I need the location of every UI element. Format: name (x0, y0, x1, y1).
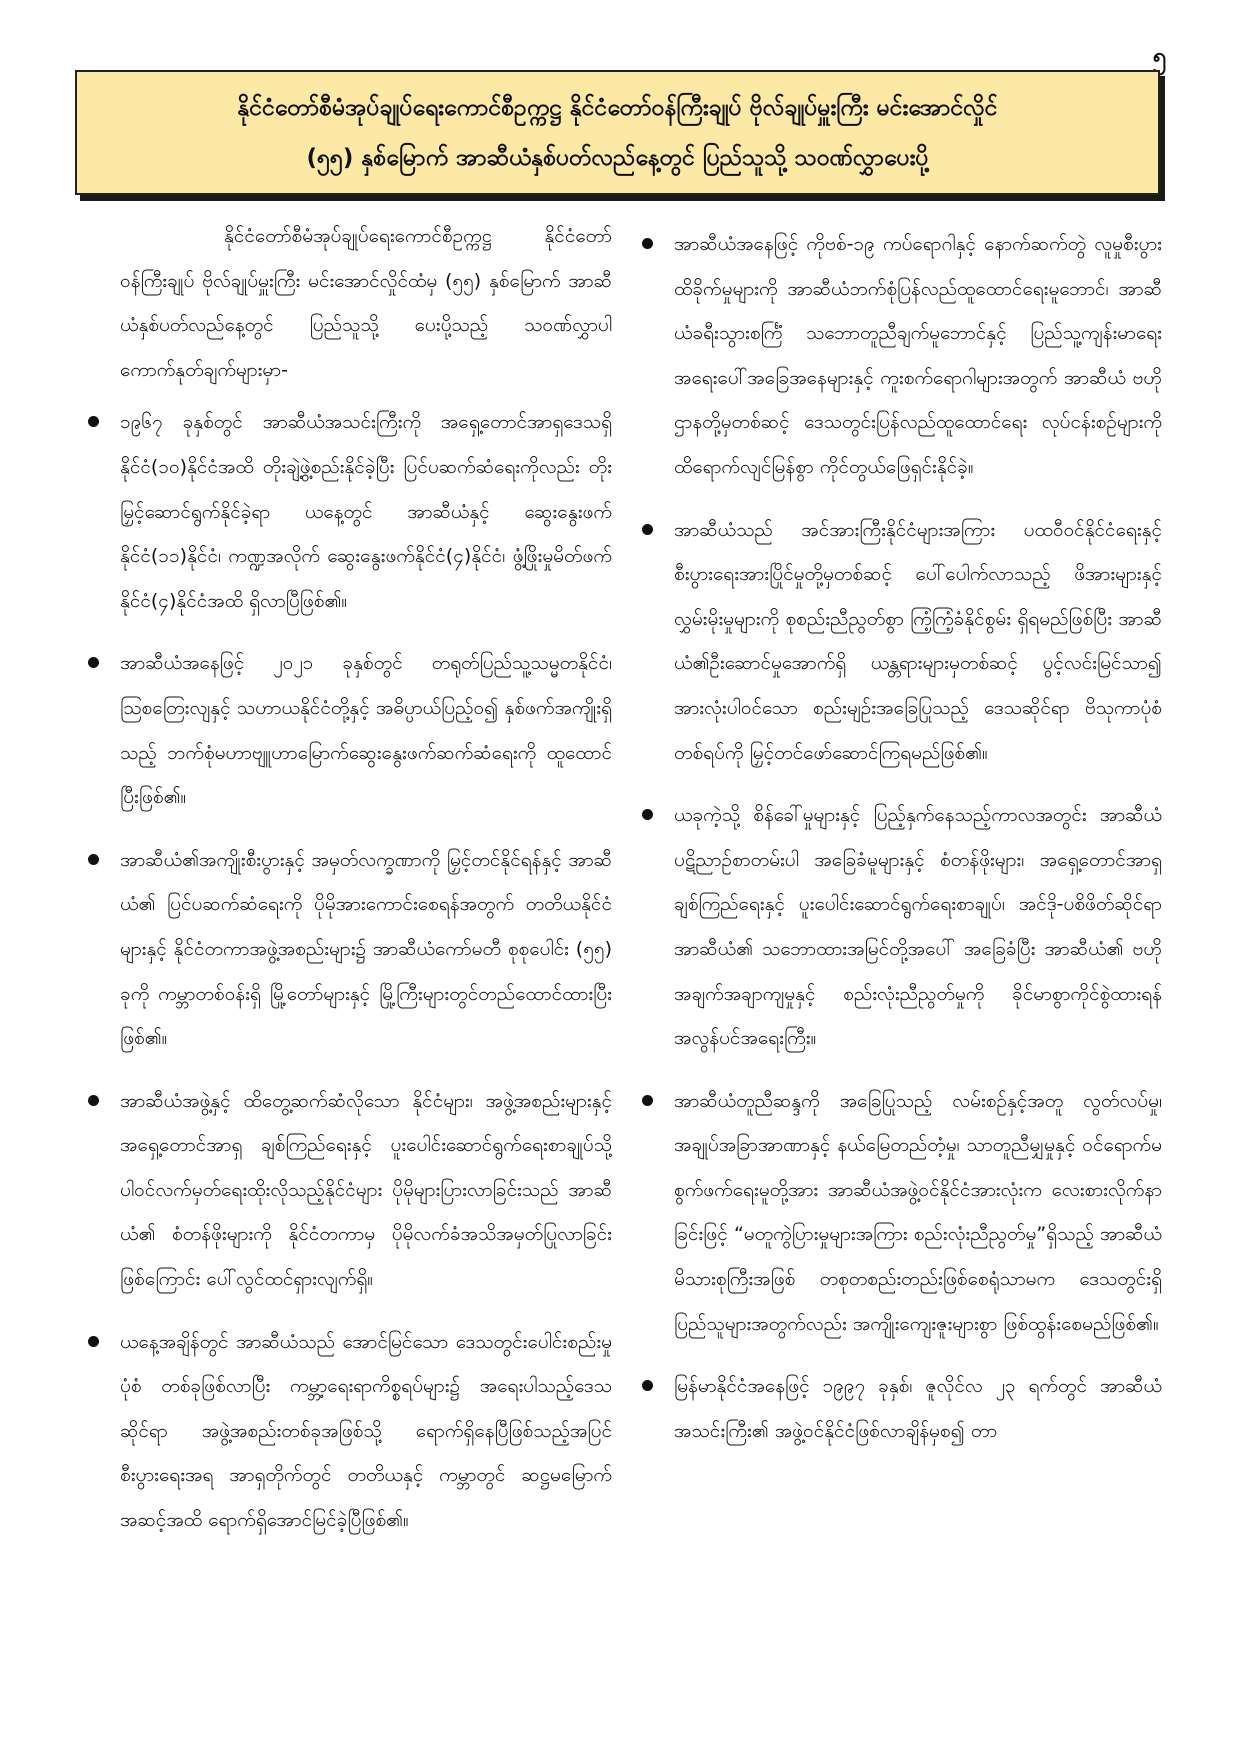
bullet-dot-icon (88, 1336, 99, 1347)
bullet-dot-icon (88, 1095, 99, 1106)
bullet-item (636, 793, 1162, 1061)
bullet-text: အာဆီယံအနေဖြင့် ၂၀၂၁ ခုနှစ်တွင် တရုတ်ပြည်သူ့သမ္မတနိုင်ငံ၊ ဩစတြေးလျနှင့် သဟာယနိုင်ငံတို့နှင့် အဓိပ္ပာယ်ပြည့်ဝ၍ နှစ်ဖက်အကျိုးရှိသည့် ဘက်စုံမဟာဗျူဟာမြောက်ဆွေးနွေးဖက်ဆက်ဆံရေးကို ထူထောင်ပြီးဖြစ်၏။ (120, 652, 612, 809)
bullet-item (82, 838, 612, 1061)
bullet-text: အာဆီယံတူညီဆန္ဒကို အခြေပြုသည့် လမ်းစဉ်နှင့်အတူ လွတ်လပ်မှု၊ အချုပ်အခြာအာဏာနှင့် နယ်မြေတည်တံ့မှု၊ သာတူညီမျှမှုနှင့် ဝင်ရောက်မစွက်ဖက်ရေးမူတို့အား အာဆီယံအဖွဲ့ဝင်နိုင်ငံအားလုံးက လေးစားလိုက်နာခြင်းဖြင့် “မတူကွဲပြားမှုများအကြား စည်းလုံးညီညွတ်မှု”ရှိသည့် အာဆီယံမိသားစုကြီးအဖြစ် တစုတစည်းတည်းဖြစ်စေရုံသာမက ဒေသတွင်းရှိ ပြည်သူများအတွက်လည်း အကျိုးကျေးဇူးများစွာ ဖြစ်ထွန်းစေမည်ဖြစ်၏။ (674, 1089, 1162, 1335)
bullet-dot-icon (642, 809, 653, 820)
bullet-item (82, 1079, 612, 1302)
bullet-text: မြန်မာနိုင်ငံအနေဖြင့် ၁၉၉၇ ခုနှစ်၊ ဇူလိုင်လ ၂၃ ရက်တွင် အာဆီယံအသင်းကြီး၏ အဖွဲ့ဝင်နိုင်ငံဖြစ်လာချိန်မှစ၍ တာ (674, 1375, 1162, 1442)
bullet-dot-icon (642, 1095, 653, 1106)
bullet-item (82, 400, 612, 623)
bullet-dot-icon (642, 1380, 653, 1391)
bullet-text: ၁၉၆၇ ခုနှစ်တွင် အာဆီယံအသင်းကြီးကို အရှေ့တောင်အာရှဒေသရှိ နိုင်ငံ(၁၀)နိုင်ငံအထိ တိုးချဲ့ဖွဲ့စည်းနိုင်ခဲ့ပြီး ပြင်ပဆက်ဆံရေးကိုလည်း တိုးမြှင့်ဆောင်ရွက်နိုင်ခဲ့ရာ ယနေ့တွင် အာဆီယံနှင့် ဆွေးနွေးဖက်နိုင်ငံ(၁၁)နိုင်ငံ၊ ကဏ္ဍအလိုက် ဆွေးနွေးဖက်နိုင်ငံ(၄)နိုင်ငံ၊ ဖွံ့ဖြိုးမှုမိတ်ဖက်နိုင်ငံ(၄)နိုင်ငံအထိ ရှိလာပြီဖြစ်၏။ (120, 411, 612, 612)
bullet-item (636, 1079, 1162, 1347)
bullet-dot-icon (642, 238, 653, 249)
bullet-item (636, 222, 1162, 490)
left-column (120, 214, 612, 1561)
headline-line-1: နိုင်ငံတော်စီမံအုပ်ချုပ်ရေးကောင်စီဥက္ကဋ္ဌ နိုင်ငံတော်ဝန်ကြီးချုပ် ဗိုလ်ချုပ်မှူးကြီး မင်းအောင်လှိုင် (237, 94, 998, 121)
intro-paragraph: နိုင်ငံတော်စီမံအုပ်ချုပ်ရေးကောင်စီဥက္ကဋ္ဌ နိုင်ငံတော်ဝန်ကြီးချုပ် ဗိုလ်ချုပ်မှူးကြီး မင်းအောင်လှိုင်ထံမှ (၅၅) နှစ်မြောက် အာဆီယံနှစ်ပတ်လည်နေ့တွင် ပြည်သူသို့ ပေးပို့သည့် သဝဏ်လွှာပါကောက်နုတ်ချက်များမှာ- (120, 225, 612, 381)
bullet-item (636, 508, 1162, 776)
bullet-item (82, 1320, 612, 1543)
bullet-dot-icon (88, 416, 99, 427)
bullet-dot-icon (642, 524, 653, 535)
bullet-item (636, 1364, 1162, 1453)
bullet-text: အာဆီယံ၏အကျိုးစီးပွားနှင့် အမှတ်လက္ခဏာကို မြှင့်တင်နိုင်ရန်နှင့် အာဆီယံ၏ ပြင်ပဆက်ဆံရေးကို ပိုမိုအားကောင်းစေရန်အတွက် တတိယနိုင်ငံများနှင့် နိုင်ငံတကာအဖွဲ့အစည်းများ၌ အာဆီယံကော်မတီ စုစုပေါင်း (၅၅) ခုကို ကမ္ဘာတစ်ဝန်းရှိ မြို့တော်များနှင့် မြို့ကြီးများတွင်တည်ထောင်ထားပြီးဖြစ်၏။ (120, 848, 612, 1050)
bullet-text: အာဆီယံအဖွဲ့နှင့် ထိတွေ့ဆက်ဆံလိုသော နိုင်ငံများ၊ အဖွဲ့အစည်းများနှင့် အရှေ့တောင်အာရှ ချစ်ကြည်ရေးနှင့် ပူးပေါင်းဆောင်ရွက်ရေးစာချုပ်သို့ ပါဝင်လက်မှတ်ရေးထိုးလိုသည့်နိုင်ငံများ ပိုမိုများပြားလာခြင်းသည် အာဆီယံ၏ စံတန်ဖိုးများကို နိုင်ငံတကာမှ ပိုမိုလက်ခံအသိအမှတ်ပြုလာခြင်းဖြစ်ကြောင်း ပေါ်လွင်ထင်ရှားလျက်ရှိ။ (120, 1089, 612, 1291)
right-column (636, 214, 1162, 1471)
headline-box (75, 70, 1160, 195)
bullet-text: အာဆီယံအနေဖြင့် ကိုဗစ်-၁၉ ကပ်ရောဂါနှင့် နောက်ဆက်တွဲ လူမှုစီးပွားထိခိုက်မှုများကို အာဆီယံဘက်စုံပြန်လည်ထူထောင်ရေးမူဘောင်၊ အာဆီယံခရီးသွားစင်္ကြံ သဘောတူညီချက်မူဘောင်နှင့် ပြည်သူ့ကျန်းမာရေး အရေးပေါ်အခြေအနေများနှင့် ကူးစက်ရောဂါများအတွက် အာဆီယံ ဗဟိုဌာနတို့မှတစ်ဆင့် ဒေသတွင်းပြန်လည်ထူထောင်ရေး လုပ်ငန်းစဉ်များကို ထိရောက်လျင်မြန်စွာ ကိုင်တွယ်ဖြေရှင်းနိုင်ခဲ့။ (674, 233, 1162, 478)
bullet-text: အာဆီယံသည် အင်အားကြီးနိုင်ငံများအကြား ပထဝီဝင်နိုင်ငံရေးနှင့် စီးပွားရေးအားပြိုင်မှုတို့မှတစ်ဆင့် ပေါ်ပေါက်လာသည့် ဖိအားများနှင့် လွှမ်းမိုးမှုများကို စုစည်းညီညွတ်စွာ ကြံ့ကြံ့ခံနိုင်စွမ်း ရှိရမည်ဖြစ်ပြီး အာဆီယံ၏ဦးဆောင်မှုအောက်ရှိ ယန္တရားများမှတစ်ဆင့် ပွင့်လင်းမြင်သာ၍ အားလုံးပါဝင်သော စည်းမျဉ်းအခြေပြုသည့် ဒေသဆိုင်ရာ ဗိသုကာပုံစံတစ်ရပ်ကို မြှင့်တင်ဖော်ဆောင်ကြရမည်ဖြစ်၏။ (674, 518, 1162, 764)
headline-line-2: (၅၅) နှစ်မြောက် အာဆီယံနှစ်ပတ်လည်နေ့တွင် ပြည်သူသို့ သဝဏ်လွှာပေးပို့ (306, 144, 929, 171)
bullet-item (82, 641, 612, 819)
bullet-dot-icon (88, 854, 99, 865)
bullet-dot-icon (88, 657, 99, 668)
bullet-text: ယခုကဲ့သို့ စိန်ခေါ်မှုများနှင့် ပြည့်နှက်နေသည့်ကာလအတွင်း အာဆီယံပဋိညာဉ်စာတမ်းပါ အခြေခံမူများနှင့် စံတန်ဖိုးများ၊ အရှေ့တောင်အာရှ ချစ်ကြည်ရေးနှင့် ပူးပေါင်းဆောင်ရွက်ရေးစာချုပ်၊ အင်ဒို-ပစိဖိတ်ဆိုင်ရာ အာဆီယံ၏ သဘောထားအမြင်တို့အပေါ် အခြေခံပြီး အာဆီယံ၏ ဗဟိုအချက်အချာကျမှုနှင့် စည်းလုံးညီညွတ်မှုကို ခိုင်မာစွာကိုင်စွဲထားရန် အလွန်ပင်အရေးကြီး။ (674, 804, 1162, 1050)
page-number: ၅ (1152, 42, 1166, 70)
bullet-text: ယနေ့အချိန်တွင် အာဆီယံသည် အောင်မြင်သော ဒေသတွင်းပေါင်းစည်းမှုပုံစံ တစ်ခုဖြစ်လာပြီး ကမ္ဘာ့ရေးရာကိစ္စရပ်များ၌ အရေးပါသည့်ဒေသဆိုင်ရာ အဖွဲ့အစည်းတစ်ခုအဖြစ်သို့ ရောက်ရှိနေပြီဖြစ်သည့်အပြင် စီးပွားရေးအရ အာရှတိုက်တွင် တတိယနှင့် ကမ္ဘာတွင် ဆဋ္ဌမမြောက်အဆင့်အထိ ရောက်ရှိအောင်မြင်ခဲ့ပြီဖြစ်၏။ (120, 1330, 612, 1532)
